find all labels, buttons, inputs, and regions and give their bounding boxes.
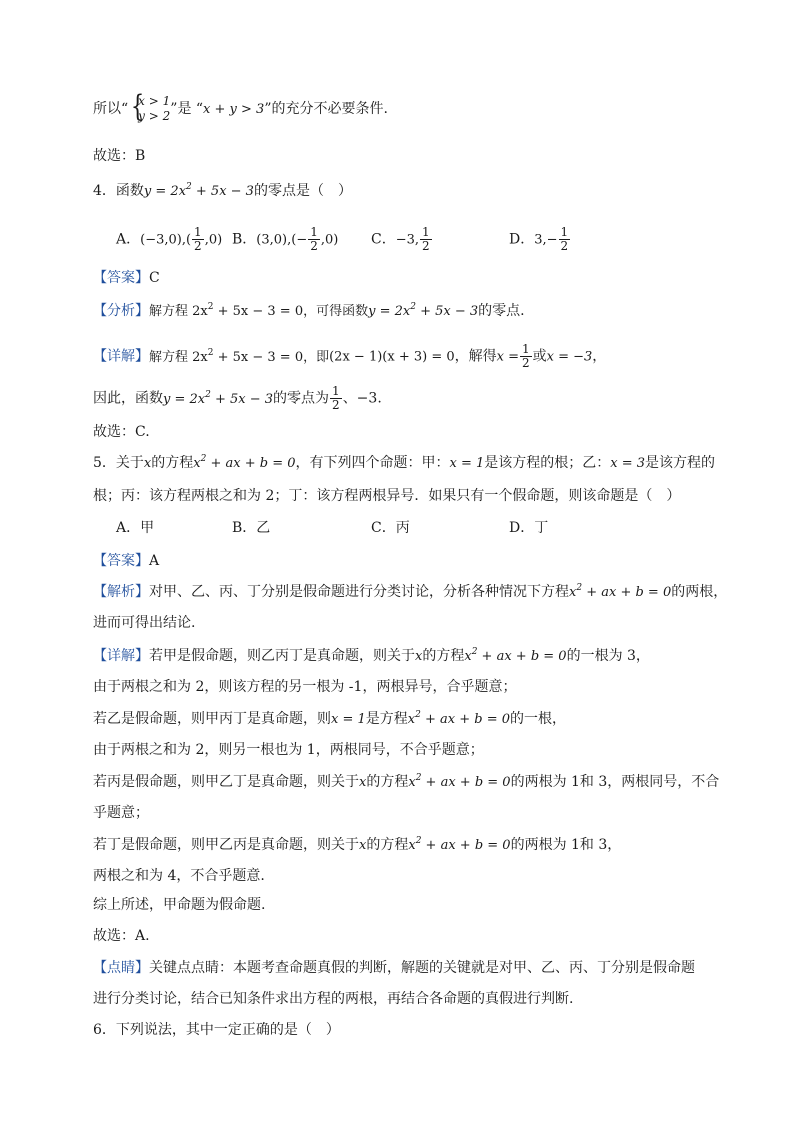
- math-expr: x = 1: [331, 712, 366, 727]
- inequality-system: [128, 89, 171, 124]
- option-d[interactable]: [509, 226, 571, 253]
- text: ”的充分不必要条件.: [264, 101, 388, 117]
- question-4-stem: [93, 181, 352, 202]
- q4-detail: [93, 343, 606, 370]
- text: 3,−: [534, 232, 558, 248]
- math-expr: $x^2$ + ax + b = 0: [408, 836, 511, 853]
- math-expr: $x^2$ + ax + b = 0: [464, 647, 567, 664]
- text: 的方程: [366, 774, 409, 790]
- denominator: 2: [310, 239, 318, 253]
- text: 的方程: [422, 648, 465, 664]
- q5-answer: [93, 551, 159, 571]
- text: x: [193, 456, 201, 471]
- text: ,0): [204, 232, 223, 248]
- text: 的一根，: [510, 711, 566, 727]
- text: ”是 “: [170, 101, 204, 117]
- q5-tip-line2: 进行分类讨论，结合已知条件求出方程的两根，再结合各命题的真假进行判断.: [93, 991, 574, 1007]
- q5-option-c[interactable]: C．丙: [371, 520, 410, 536]
- math-expr: x = −3: [546, 349, 593, 365]
- math-expr: $x^2$ + ax + b = 0: [407, 710, 510, 727]
- q5-analysis-line2: 进而可得出结论.: [93, 615, 196, 631]
- detail-tag: 【详解】: [93, 648, 149, 664]
- option-label: A．: [116, 231, 141, 248]
- math-var: x: [359, 838, 367, 853]
- text: 对甲、乙、丙、丁分别是假命题进行分类讨论，分析各种情况下方程: [149, 584, 569, 600]
- text: 的零点为: [273, 390, 330, 407]
- question-5-stem-line1: [93, 453, 715, 474]
- text: ，: [592, 348, 607, 365]
- text: 关键点点睛：本题考查命题真假的判断，解题的关键就是对甲、乙、丙、丁分别是假命题: [149, 960, 695, 976]
- q5-tip-line1: [93, 958, 695, 978]
- math-expr: x = 1: [449, 456, 485, 471]
- text: + 5x − 3 = 0，即: [213, 349, 330, 365]
- text: + ax + b = 0: [420, 712, 510, 727]
- system-row-1: x > 1: [138, 94, 171, 108]
- math-expr: x = 3: [610, 456, 646, 471]
- text: 的两根，: [671, 584, 728, 600]
- detail-tag: 【详解】: [93, 348, 149, 365]
- numerator: 1: [310, 225, 318, 239]
- text: 解方程 2x: [149, 349, 208, 365]
- answer-choice-prev: 故选：B: [93, 148, 146, 164]
- math-expr: $x^2$ + ax + b = 0: [193, 454, 296, 471]
- text: 的方程: [151, 455, 194, 471]
- text: + ax + b = 0: [421, 775, 511, 790]
- text: + 5x − 3 = 0，可得函数: [213, 304, 369, 319]
- text: + ax + b = 0: [206, 456, 296, 471]
- text: (3,0),(−: [256, 232, 308, 248]
- text: y = 2x: [163, 391, 206, 407]
- option-b[interactable]: [232, 226, 338, 253]
- q4-analysis: [93, 301, 525, 322]
- fraction: [330, 385, 342, 412]
- math-expr: x =: [496, 349, 519, 365]
- q5-option-a[interactable]: A．甲: [116, 520, 155, 536]
- q4-answer: [93, 268, 160, 288]
- answer-value: C: [149, 270, 160, 286]
- denominator: 2: [560, 239, 569, 253]
- text: 或: [532, 348, 547, 365]
- text: x: [408, 838, 416, 853]
- text: 、−3.: [342, 390, 382, 407]
- q4-therefore: [93, 385, 382, 412]
- text: + ax + b = 0: [421, 838, 511, 853]
- tip-tag: 【点睛】: [93, 960, 149, 976]
- q5-detail-line9: 综上所述，甲命题为假命题.: [93, 897, 266, 913]
- math-expr: x + y > 3: [203, 102, 265, 117]
- q5-detail-line5: [93, 772, 719, 793]
- math-expr: $y = 2x^2 + 5x - 3$: [368, 302, 479, 319]
- answer-value: A: [149, 553, 160, 569]
- math-expr: $y = 2x^2 + 5x - 3$: [163, 389, 274, 407]
- option-a[interactable]: [116, 226, 222, 253]
- math-expr: 解方程 $2x^2 + 5x - 3 = 0$，可得函数: [149, 302, 369, 319]
- text: 若丁是假命题，则甲乙丙是真命题，则关于: [93, 837, 359, 853]
- math-expr: (2x − 1)(x + 3) = 0: [329, 349, 455, 365]
- text: x: [569, 585, 577, 600]
- math-expr: $y = 2x^2 + 5x - 3$: [143, 182, 254, 199]
- text: 的方程: [366, 837, 409, 853]
- text: + 5x − 3: [210, 391, 274, 407]
- math-expr: $x^2$ + ax + b = 0: [408, 773, 511, 790]
- denominator: 2: [194, 239, 202, 253]
- text: 因此，函数: [93, 390, 163, 407]
- numerator: 1: [560, 225, 569, 239]
- q4-choose: 故选：C.: [93, 424, 150, 440]
- option-label: B．: [232, 231, 257, 248]
- numerator: 1: [194, 225, 202, 239]
- text: ，解得: [454, 348, 497, 365]
- answer-tag: 【答案】: [93, 553, 149, 569]
- system-row-2: y > 2: [138, 109, 171, 123]
- q5-detail-line2: 由于两根之和为 2，则该方程的另一根为 -1，两根异号，合乎题意；: [93, 679, 517, 695]
- text: y = 2x: [143, 184, 187, 199]
- q5-detail-line7: [93, 835, 621, 856]
- fraction: [520, 343, 532, 370]
- text: 若乙是假命题，则甲丙丁是真命题，则: [93, 711, 331, 727]
- question-5-stem-line2: 根；丙：该方程两根之和为 2；丁：该方程两根异号．如果只有一个假命题，则该命题是（ ）: [93, 488, 681, 504]
- line-conclusion-q3: [93, 89, 388, 124]
- text: 的零点.: [478, 303, 525, 319]
- text: x: [407, 712, 416, 727]
- text: + 5x − 3: [191, 184, 254, 199]
- q5-detail-line1: [93, 646, 650, 667]
- text: 的两根为 1和 3，: [510, 837, 622, 853]
- numerator: 1: [332, 384, 340, 398]
- text: 是该方程的根；乙：: [484, 455, 611, 471]
- text: 是该方程的: [645, 455, 716, 471]
- q5-option-d[interactable]: D．丁: [509, 520, 549, 536]
- text: + ax + b = 0: [477, 649, 567, 664]
- text: 5．关于: [93, 455, 144, 471]
- answer-tag: 【答案】: [93, 270, 149, 286]
- text: 若丙是假命题，则甲乙丁是真命题，则关于: [93, 774, 359, 790]
- denominator: 2: [332, 398, 340, 412]
- text: ,0): [320, 232, 339, 248]
- brace-icon: {: [131, 89, 145, 124]
- text: −3,: [395, 232, 420, 248]
- math-expr: $x^2$ + ax + b = 0: [569, 583, 672, 600]
- text: y = 2x: [368, 304, 411, 319]
- math-var: x: [359, 775, 367, 790]
- text: + 5x − 3: [415, 304, 479, 319]
- text: 4．函数: [93, 183, 144, 199]
- q5-option-b[interactable]: B．乙: [232, 520, 271, 536]
- text: 所以“: [93, 101, 129, 117]
- q5-detail-line6: 乎题意；: [93, 805, 149, 821]
- text: 解方程 2x: [149, 304, 208, 319]
- fraction: [559, 226, 571, 253]
- denominator: 2: [422, 239, 430, 253]
- denominator: 2: [521, 356, 530, 370]
- text: 的一根为 3，: [566, 648, 650, 664]
- text: 是方程: [365, 711, 408, 727]
- q5-detail-line3: [93, 709, 566, 730]
- q5-detail-line4: 由于两根之和为 2，则另一根也为 1，两根同号，不合乎题意；: [93, 742, 484, 758]
- text: 的零点是（ ）: [253, 183, 352, 199]
- math-var: x: [143, 456, 152, 471]
- text: (−3,0),(: [140, 232, 192, 248]
- numerator: 1: [521, 342, 530, 356]
- analysis-tag: 【分析】: [93, 303, 149, 319]
- text: + ax + b = 0: [582, 585, 672, 600]
- text: 的两根为 1和 3，两根同号，不合: [510, 774, 720, 790]
- text: 若甲是假命题，则乙丙丁是真命题，则关于: [149, 648, 415, 664]
- question-6-stem: 6．下列说法，其中一定正确的是（ ）: [93, 1022, 340, 1038]
- fraction: [308, 226, 320, 253]
- q5-choose: 故选：A.: [93, 928, 150, 944]
- option-label: C．: [371, 231, 396, 248]
- option-label: D．: [509, 231, 535, 248]
- text: x: [464, 649, 472, 664]
- q5-analysis-line1: [93, 582, 727, 603]
- math-expr: 解方程 $2x^2 + 5x - 3 = 0$，即: [149, 347, 330, 365]
- q5-detail-line8: 两根之和为 4，不合乎题意.: [93, 868, 265, 884]
- option-c[interactable]: [371, 226, 433, 253]
- analysis-tag: 【解析】: [93, 584, 149, 600]
- fraction: [192, 226, 204, 253]
- text: ，有下列四个命题：甲：: [295, 455, 450, 471]
- text: x: [408, 775, 416, 790]
- numerator: 1: [422, 225, 430, 239]
- math-var: x: [415, 649, 423, 664]
- fraction: [420, 226, 432, 253]
